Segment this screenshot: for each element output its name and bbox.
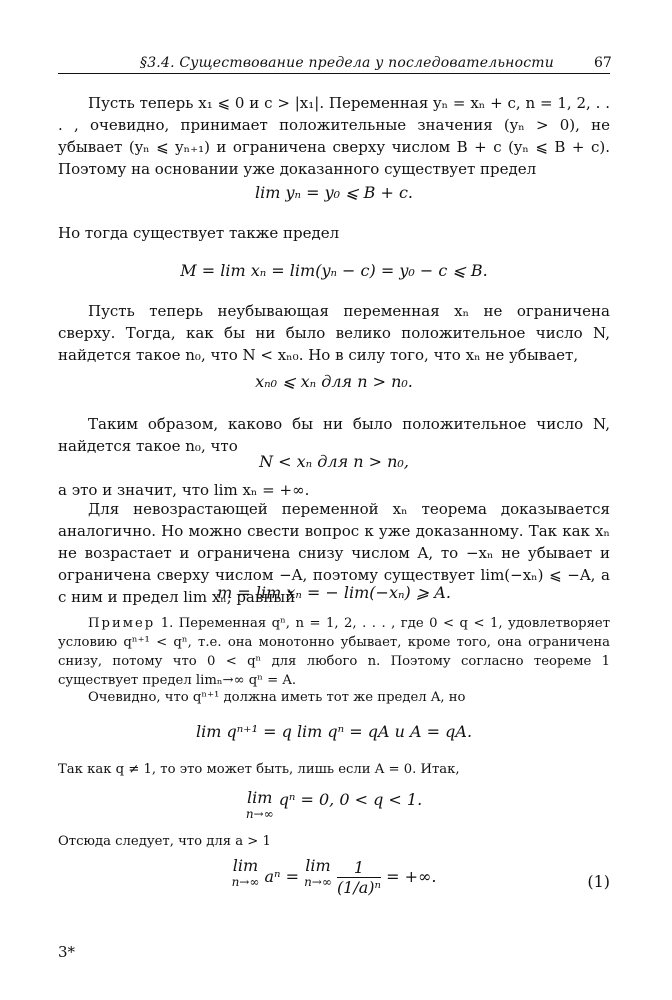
formula-1: [58, 858, 610, 897]
paragraph-1: Пусть теперь x₁ ⩽ 0 и c > |x₁|. Переменная yₙ = xₙ + c, n = 1, 2, . . . , очевидно, принимает положительные значения (yₙ > 0), не убывает (yₙ ⩽ yₙ₊₁) и ограничена сверху числом B + c (yₙ ⩽ B + c). Поэтому на основании уже доказанного существует предел: [58, 94, 610, 178]
formula-M: M = lim xₙ = lim(yₙ − c) = y₀ − c ⩽ B.: [180, 261, 488, 280]
signature-mark: 3*: [58, 943, 76, 961]
paragraph-2: Но тогда существует также предел: [58, 224, 340, 242]
header-rule: [58, 73, 610, 74]
paragraph-7: Очевидно, что qⁿ⁺¹ должна иметь тот же предел A, но: [88, 690, 466, 705]
paragraph-6: Для невозрастающей переменной xₙ теорема доказывается аналогично. Но можно свести вопрос к уже доказанному. Так как xₙ не возрастает и ограничена снизу числом A, то −xₙ не убывает и ограничена сверху числом −A, поэтому существует lim(−xₙ) ⩽ −A, а с ним и предел lim xₙ, равный: [58, 500, 610, 606]
page-number: 67: [594, 55, 612, 71]
formula-1-a: aⁿ =: [264, 867, 299, 886]
paragraph-8: Так как q ≠ 1, то это может быть, лишь если A = 0. Итак,: [58, 762, 460, 777]
equation-number: (1): [587, 872, 610, 891]
running-header-title: §3.4. Существование предела у последовательности: [140, 55, 554, 71]
paragraph-4: Таким образом, каково бы ни было положительное число N, найдется такое n₀, что: [58, 415, 610, 455]
lim-operator-1: lim n→∞: [231, 856, 260, 889]
paragraph-9: Отсюда следует, что для a > 1: [58, 834, 271, 849]
paragraph-5: а это и значит, что lim xₙ = +∞.: [58, 481, 310, 499]
example-label: Пример: [88, 616, 156, 631]
formula-N-less-xn: N < xₙ для n > n₀,: [259, 452, 409, 471]
formula-lim-y: lim yₙ = y₀ ⩽ B + c.: [254, 183, 413, 202]
formula-q-limit: lim qⁿ⁺¹ = q lim qⁿ = qA и A = qA.: [195, 722, 473, 741]
fraction: $\frac{1}{\text{(1/a)ⁿ}}$: [336, 858, 382, 897]
formula-q-to-zero-rest: qⁿ = 0, 0 < q < 1.: [278, 790, 423, 809]
formula-1-tail: = +∞.: [386, 867, 437, 886]
formula-xn0: xₙ₀ ⩽ xₙ для n > n₀.: [255, 372, 413, 391]
lim-operator: lim n→∞: [245, 788, 274, 821]
paragraph-3: Пусть теперь неубывающая переменная xₙ не ограничена сверху. Тогда, как бы ни было велико положительное число N, найдется такое n₀, что N < xₙ₀. Но в силу того, что xₙ не убывает,: [58, 302, 610, 364]
formula-q-to-zero: [58, 790, 610, 822]
example-1: [58, 614, 610, 690]
lim-operator-2: lim n→∞: [304, 856, 332, 889]
example-text: 1. Переменная qⁿ, n = 1, 2, . . . , где 0 < q < 1, удовлетворяет условию qⁿ⁺¹ < qⁿ, т.е. она монотонно убывает, кроме того, она ограничена снизу, потому что 0 < qⁿ для любого n. Поэтому согласно теореме 1 существует предел limₙ→∞ qⁿ = A.: [58, 616, 610, 688]
formula-m: m = lim xₙ = − lim(−xₙ) ⩾ A.: [217, 583, 451, 602]
